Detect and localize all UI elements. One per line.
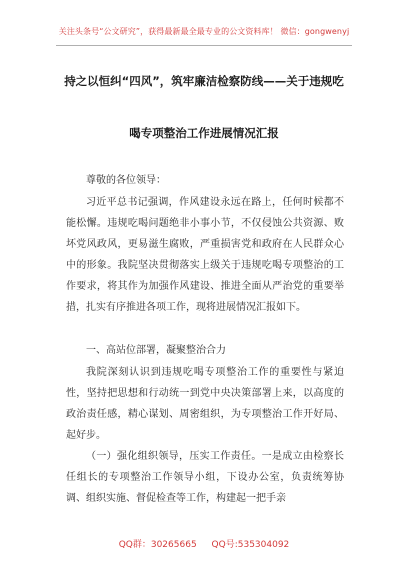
header-banner: 关注头条号“公文研究”，获得最新最全最专业的公文资料库！ 微信：gongwenyj (58, 27, 350, 36)
section-heading-1: 一、高站位部署，凝聚整治合力 (86, 345, 226, 356)
document-title-line-1: 持之以恒纠“四风”，筑牢廉洁检察防线——关于违规吃 (64, 74, 344, 88)
paragraph-section-1: 我院深刻认识到违规吃喝专项整治工作的重要性与紧迫性，坚持把思想和行动统一到党中央决策部署上来，以高度的政治责任感，精心谋划、周密组织，为专项整治工作开好局、起好步。 (66, 367, 344, 441)
paragraph-intro: 习近平总书记强调，作风建设永远在路上，任何时候都不能松懈。违规吃喝问题绝非小事小节，不仅侵蚀公共资源、败坏党风政风，更易滋生腐败，严重损害党和政府在人民群众心中的形象。我院坚决贯彻落实上级关于违规吃喝专项整治的工作要求，将其作为加强作风建设、推进全面从严治党的重要举措，扎实有序推进各项工作，现将进展情况汇报如下。 (66, 197, 344, 313)
greeting: 尊敬的各位领导： (86, 175, 166, 186)
paragraph-subsection-1: （一）强化组织领导，压实工作责任。一是成立由检察长任组长的专项整治工作领导小组，下设办公室，负责统筹协调、组织实施、督促检查等工作，构建起一把手亲 (66, 451, 344, 504)
footer-qq-group: QQ群：30265665 (118, 540, 197, 550)
header-divider (56, 45, 352, 46)
footer-contact (0, 537, 408, 550)
footer-qq: QQ号:535304092 (211, 540, 290, 550)
document-title-line-2: 喝专项整治工作进展情况汇报 (129, 126, 279, 140)
